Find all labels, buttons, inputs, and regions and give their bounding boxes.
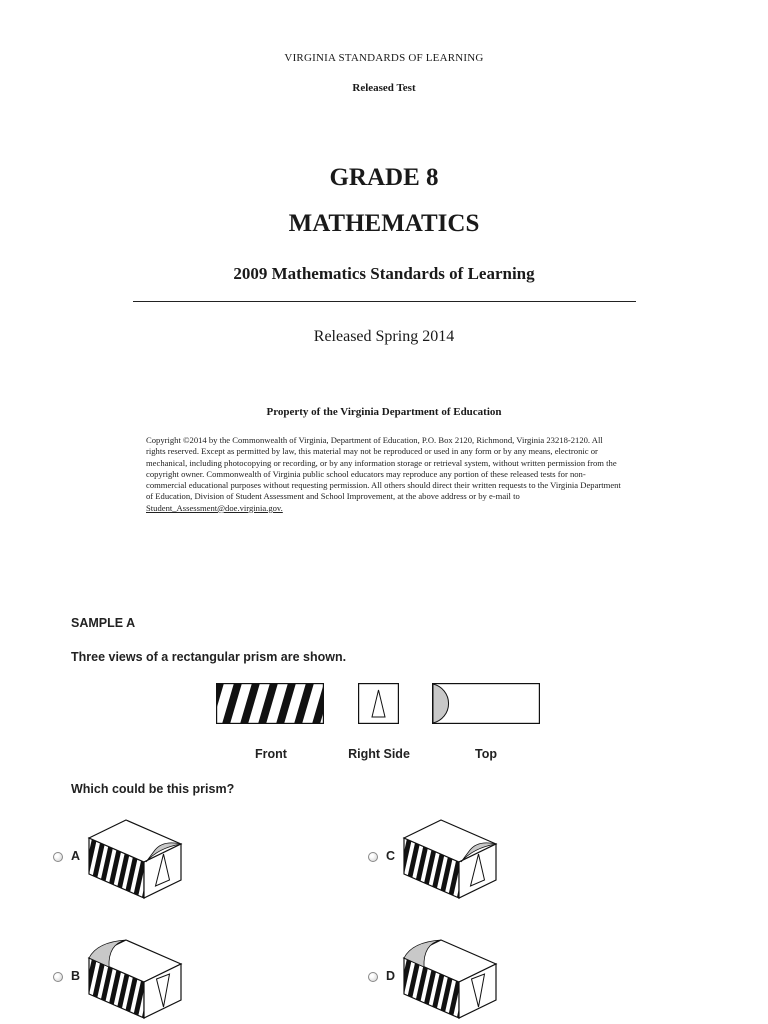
striped-prism-triangle-up-icon — [86, 816, 184, 900]
choice-letter-c: C — [386, 849, 396, 863]
radio-choice-d[interactable] — [368, 972, 378, 982]
striped-prism-triangle-down-icon — [86, 936, 184, 1020]
grade-title: GRADE 8 — [329, 164, 439, 191]
view-label-front: Front — [255, 747, 287, 761]
radio-choice-a[interactable] — [53, 852, 63, 862]
subject-title: MATHEMATICS — [288, 210, 480, 237]
radio-choice-c[interactable] — [368, 852, 378, 862]
view-label-top: Top — [475, 747, 497, 761]
choice-letter-d: D — [386, 969, 396, 983]
email-link[interactable]: Student_Assessment@doe.virginia.gov. — [146, 502, 283, 513]
sample-label: SAMPLE A — [71, 616, 136, 630]
divider — [133, 301, 636, 302]
right-side-view-triangle-icon — [358, 683, 399, 724]
question-stem: Three views of a rectangular prism are shown. — [71, 650, 347, 664]
copyright-text: Copyright ©2014 by the Commonwealth of Virginia, Department of Education, P.O. Box 2120, Richmond, Virginia 23218-2120. All rights reserved. Except as permitted by law, this material may not be reproduced or used in any form or by any means, electronic or mechanical, including photocopying or recording, or by any information storage or retrieval system, without written permission from the copyright owner. Commonwealth of Virginia public school educators may reproduce any portion of these released tests for non-commercial educational purposes without requesting permission. All others should direct their written requests to the Virginia Department of Education, Division of Student Assessment and School Improvement, at the above address or by e-mail to — [146, 435, 621, 502]
release-date: Released Spring 2014 — [313, 328, 455, 345]
view-label-right-side: Right Side — [348, 747, 410, 761]
choice-letter-b: B — [71, 969, 81, 983]
copyright-notice — [146, 435, 624, 514]
released-test-label: Released Test — [352, 82, 416, 94]
question-prompt: Which could be this prism? — [71, 782, 235, 796]
top-view-semicircle-icon — [432, 683, 540, 724]
state-title: VIRGINIA STANDARDS OF LEARNING — [284, 52, 484, 64]
radio-choice-b[interactable] — [53, 972, 63, 982]
striped-prism-triangle-down-icon — [401, 936, 499, 1020]
choice-letter-a: A — [71, 849, 81, 863]
standards-subtitle: 2009 Mathematics Standards of Learning — [233, 264, 535, 283]
property-notice: Property of the Virginia Department of Education — [266, 406, 502, 418]
striped-prism-triangle-up-icon — [401, 816, 499, 900]
front-view-striped-rectangle-icon — [216, 683, 324, 724]
